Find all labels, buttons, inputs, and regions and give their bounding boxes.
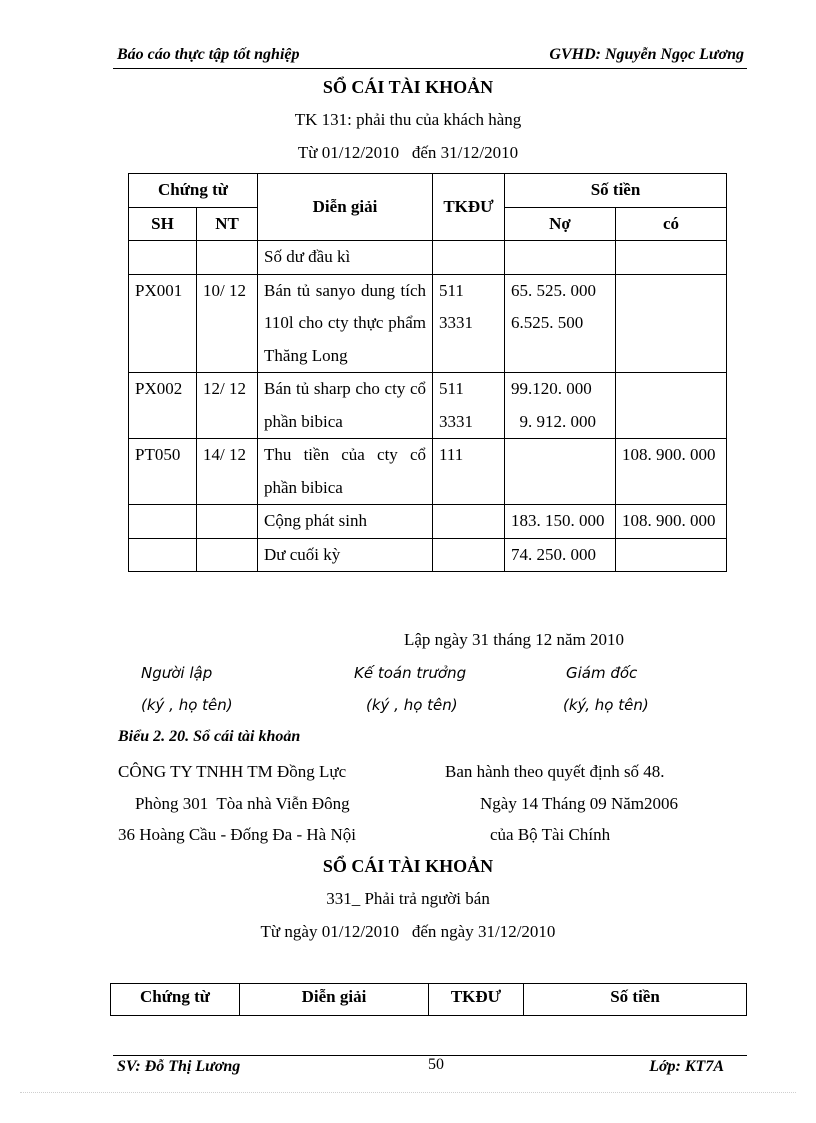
col-amount: Số tiền bbox=[505, 174, 727, 208]
cell-credit bbox=[616, 241, 727, 275]
signer-preparer-role: Người lập bbox=[141, 664, 213, 682]
col-voucher: Chứng từ bbox=[111, 984, 240, 1016]
ledger1-period: Từ 01/12/2010 đến 31/12/2010 bbox=[297, 143, 519, 162]
company-room: Phòng 301 Tòa nhà Viễn Đông bbox=[135, 794, 350, 813]
cell-desc: Số dư đầu kì bbox=[258, 241, 433, 275]
col-description: Diễn giải bbox=[240, 984, 429, 1016]
col-amount: Số tiền bbox=[524, 984, 747, 1016]
cell-desc: Cộng phát sinh bbox=[258, 505, 433, 539]
cell-tkdu: 111 bbox=[433, 439, 505, 505]
ledger1-account: TK 131: phải thu của khách hàng bbox=[294, 110, 522, 129]
cell-nt bbox=[197, 505, 258, 539]
cell-tkdu bbox=[433, 538, 505, 572]
cell-sh: PX001 bbox=[129, 274, 197, 373]
signer-director-role: Giám đốc bbox=[566, 664, 638, 682]
col-tkdu: TKĐƯ bbox=[433, 174, 505, 241]
signer-chief-accountant-role: Kế toán trưởng bbox=[354, 664, 467, 682]
page-edge-divider bbox=[20, 1092, 796, 1093]
ledger2-title: SỔ CÁI TÀI KHOẢN bbox=[322, 856, 494, 876]
cell-debit: 183. 150. 000 bbox=[505, 505, 616, 539]
cell-nt: 14/ 12 bbox=[197, 439, 258, 505]
footer-class: Lớp: KT7A bbox=[649, 1058, 724, 1075]
decree-line-2: Ngày 14 Tháng 09 Năm2006 bbox=[480, 794, 678, 813]
cell-credit bbox=[616, 373, 727, 439]
col-sh: SH bbox=[129, 207, 197, 241]
col-tkdu: TKĐƯ bbox=[429, 984, 524, 1016]
cell-nt bbox=[197, 538, 258, 572]
company-address: 36 Hoàng Cầu - Đống Đa - Hà Nội bbox=[118, 825, 356, 844]
footer-student: SV: Đỗ Thị Lương bbox=[117, 1058, 241, 1075]
ledger2-period: Từ ngày 01/12/2010 đến ngày 31/12/2010 bbox=[260, 922, 556, 941]
cell-sh bbox=[129, 241, 197, 275]
cell-tkdu bbox=[433, 505, 505, 539]
col-description: Diễn giải bbox=[258, 174, 433, 241]
cell-desc: Thu tiền của cty cổ phần bibica bbox=[258, 439, 433, 505]
header-supervisor: GVHD: Nguyễn Ngọc Lương bbox=[549, 46, 744, 63]
col-voucher: Chứng từ bbox=[129, 174, 258, 208]
cell-tkdu: 511 3331 bbox=[433, 274, 505, 373]
table-row bbox=[129, 373, 727, 439]
page-number: 50 bbox=[428, 1056, 444, 1073]
cell-credit bbox=[616, 538, 727, 572]
ledger2-account: 331_ Phải trả người bán bbox=[326, 889, 490, 908]
ledger2-table bbox=[110, 983, 747, 1016]
decree-line-1: Ban hành theo quyết định số 48. bbox=[445, 762, 665, 781]
cell-nt: 12/ 12 bbox=[197, 373, 258, 439]
cell-sh: PX002 bbox=[129, 373, 197, 439]
header-divider bbox=[113, 68, 747, 69]
cell-debit: 99.120. 000 9. 912. 000 bbox=[505, 373, 616, 439]
cell-credit bbox=[616, 274, 727, 373]
table-row bbox=[129, 538, 727, 572]
cell-desc: Bán tủ sanyo dung tích 110l cho cty thực phẩm Thăng Long bbox=[258, 274, 433, 373]
ledger1-date-line: Lập ngày 31 tháng 12 năm 2010 bbox=[404, 630, 625, 649]
cell-sh bbox=[129, 538, 197, 572]
ledger1-table bbox=[128, 173, 727, 572]
col-credit: có bbox=[616, 207, 727, 241]
cell-desc: Dư cuối kỳ bbox=[258, 538, 433, 572]
cell-credit: 108. 900. 000 bbox=[616, 439, 727, 505]
header-report-title: Báo cáo thực tập tốt nghiệp bbox=[117, 46, 300, 63]
cell-sh bbox=[129, 505, 197, 539]
cell-debit: 65. 525. 000 6.525. 500 bbox=[505, 274, 616, 373]
cell-nt bbox=[197, 241, 258, 275]
table-row bbox=[129, 241, 727, 275]
cell-tkdu bbox=[433, 241, 505, 275]
table-row bbox=[129, 274, 727, 373]
figure-caption: Biểu 2. 20. Sổ cái tài khoản bbox=[118, 728, 301, 745]
cell-debit bbox=[505, 439, 616, 505]
ledger1-title: SỔ CÁI TÀI KHOẢN bbox=[322, 77, 494, 97]
col-debit: Nợ bbox=[505, 207, 616, 241]
cell-debit: 74. 250. 000 bbox=[505, 538, 616, 572]
decree-line-3: của Bộ Tài Chính bbox=[490, 825, 611, 844]
cell-debit bbox=[505, 241, 616, 275]
table-row bbox=[129, 439, 727, 505]
cell-nt: 10/ 12 bbox=[197, 274, 258, 373]
signer-chief-accountant-note: (ký , họ tên) bbox=[366, 696, 458, 714]
company-name: CÔNG TY TNHH TM Đồng Lực bbox=[118, 762, 347, 781]
signer-preparer-note: (ký , họ tên) bbox=[141, 696, 233, 714]
cell-sh: PT050 bbox=[129, 439, 197, 505]
cell-tkdu: 511 3331 bbox=[433, 373, 505, 439]
col-nt: NT bbox=[197, 207, 258, 241]
cell-credit: 108. 900. 000 bbox=[616, 505, 727, 539]
table-row bbox=[129, 505, 727, 539]
signer-director-note: (ký, họ tên) bbox=[563, 696, 649, 714]
cell-desc: Bán tủ sharp cho cty cổ phần bibica bbox=[258, 373, 433, 439]
